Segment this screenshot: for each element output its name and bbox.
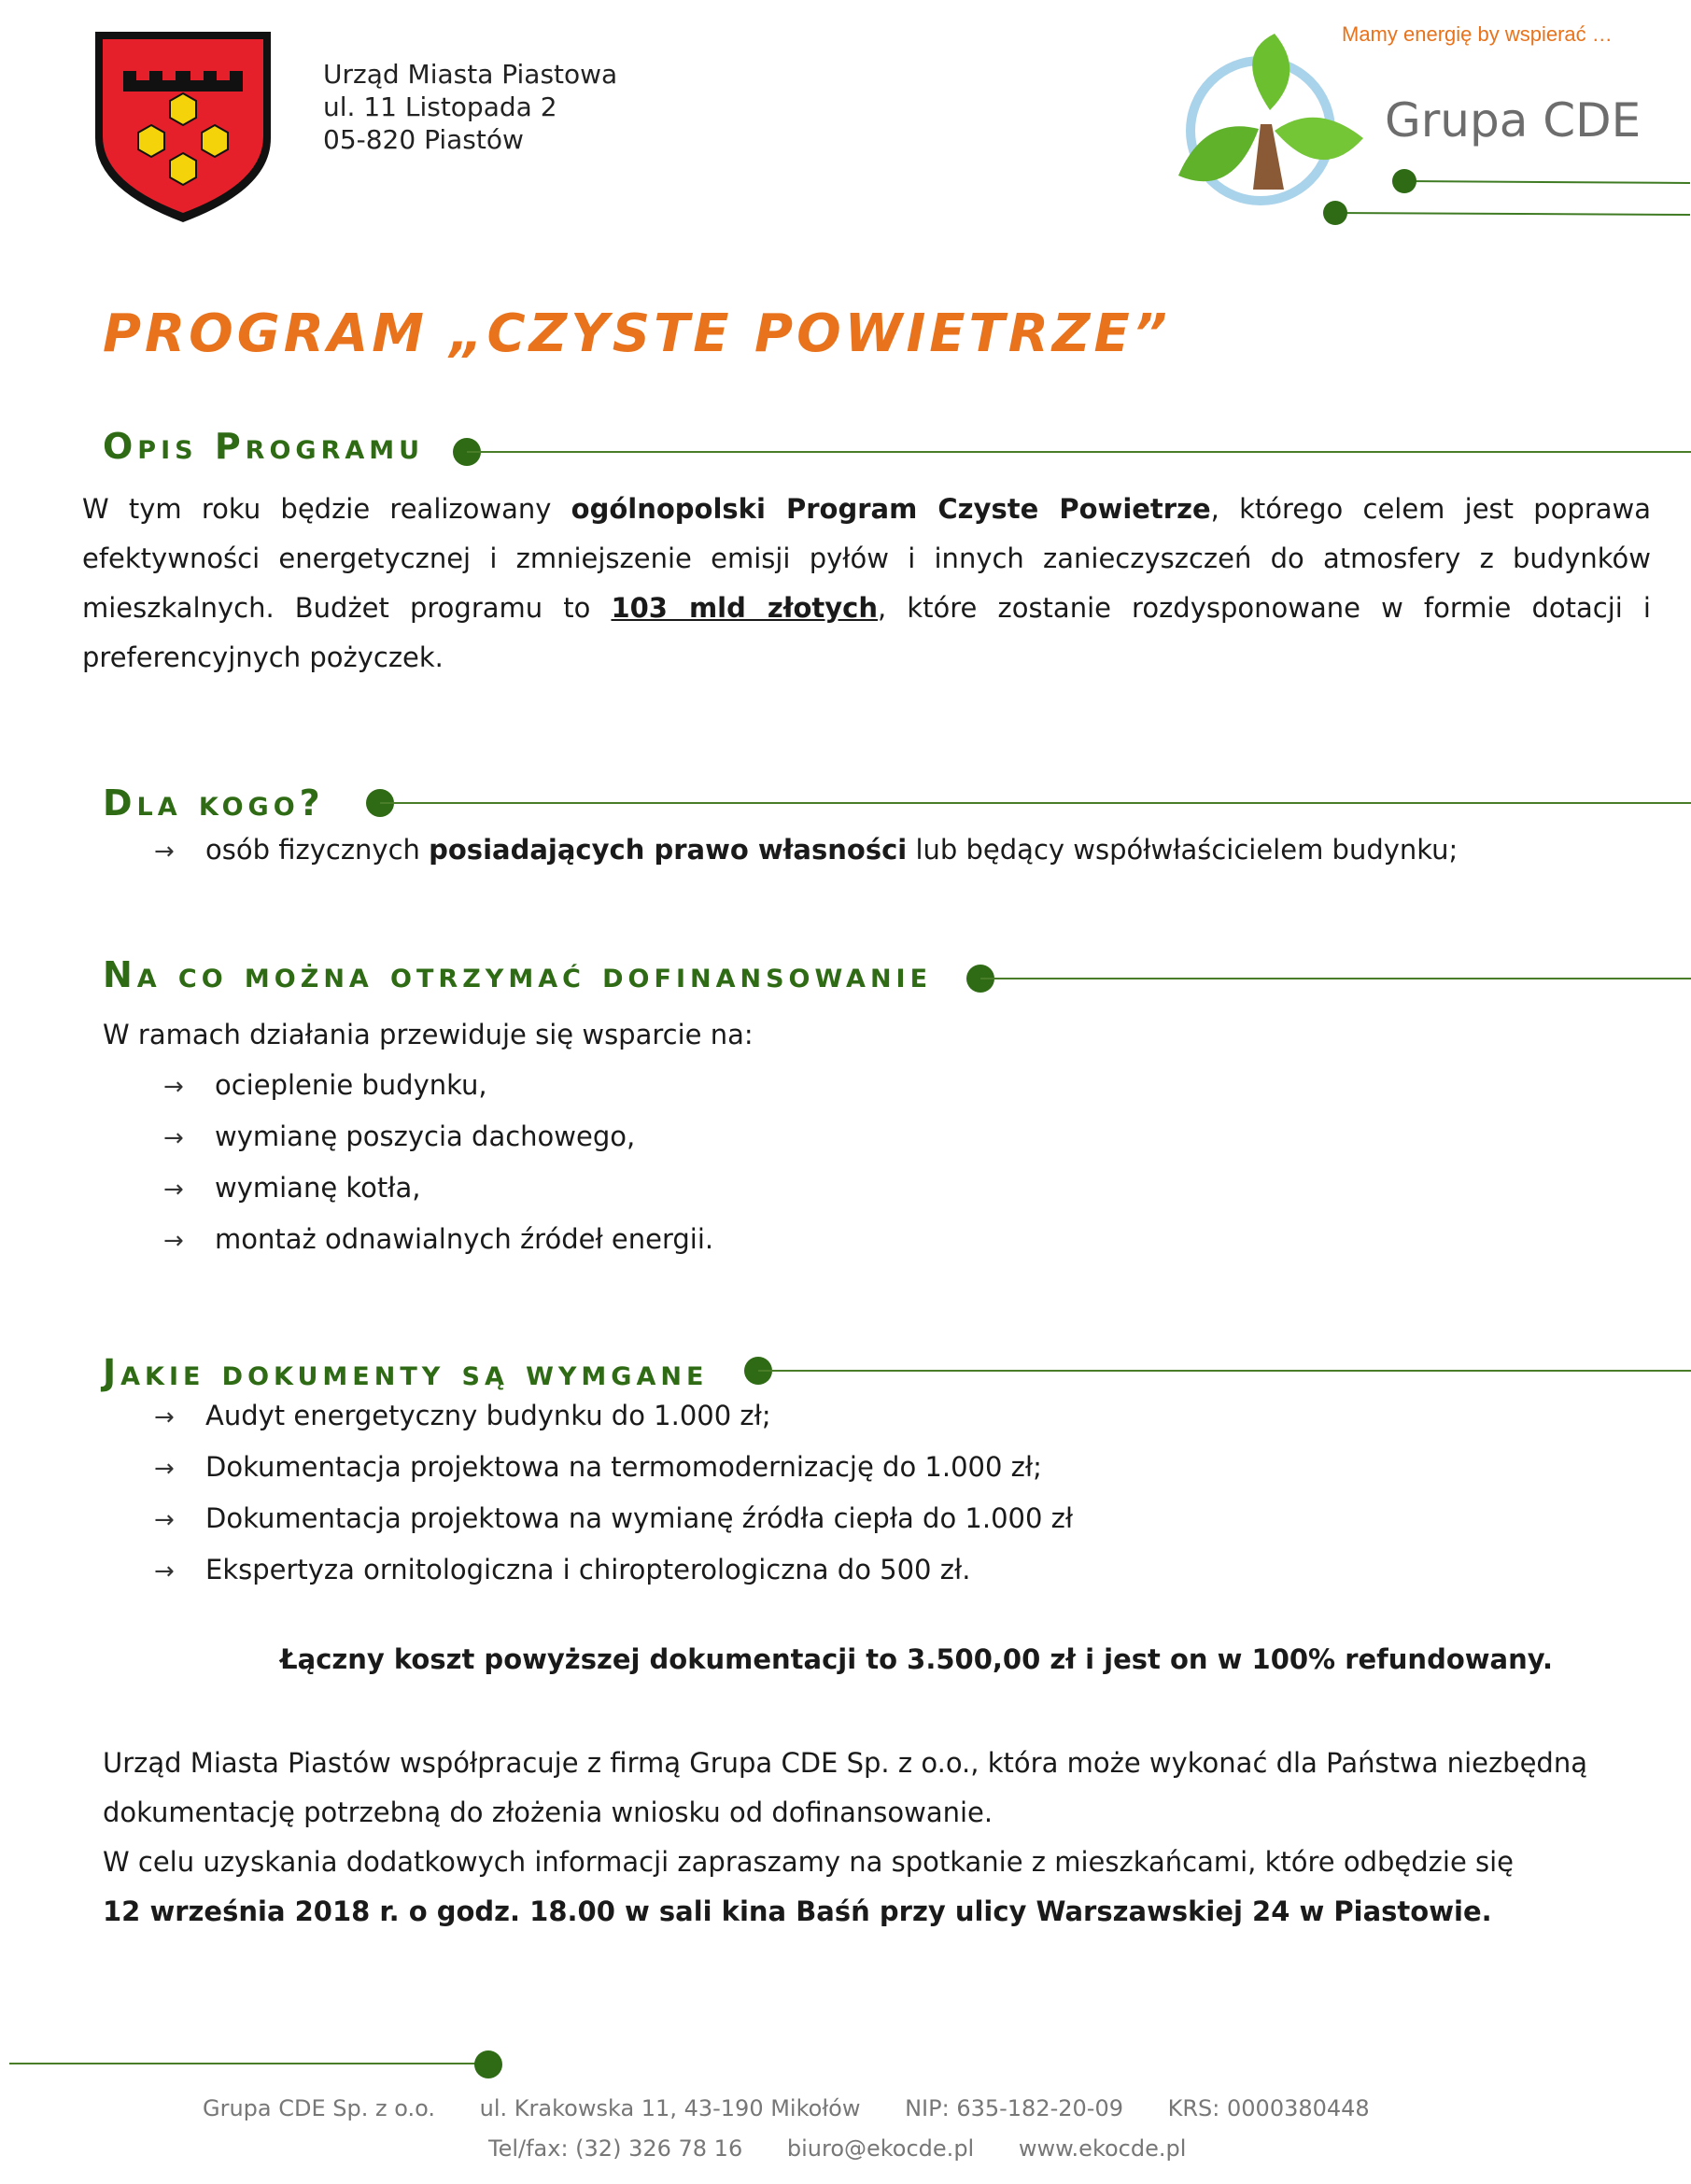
- opis-text-3: , które zostanie rozdysponowane w formie dotacji i preferencyjnych pożyczek.: [82, 592, 1651, 673]
- heading-dla-kogo: Dla kogo?: [103, 782, 325, 824]
- closing-meeting: 12 września 2018 r. o godz. 18.00 w sali kina Baśń przy ulicy Warszawskiej 24 w Piastowie.: [103, 1895, 1492, 1927]
- dokumenty-list: [154, 1391, 1073, 1597]
- arrow-icon: →: [154, 1455, 175, 1483]
- address-line-1: Urząd Miasta Piastowa: [323, 59, 618, 90]
- arrow-icon: →: [154, 838, 175, 866]
- list-item: [154, 1494, 1073, 1545]
- na-co-intro: W ramach działania przewiduje się wsparcie na:: [103, 1019, 754, 1050]
- list-item: [163, 1163, 713, 1215]
- list-item: [163, 1061, 713, 1112]
- list-item: [154, 1391, 1073, 1443]
- address-line-2: ul. 11 Listopada 2: [323, 92, 557, 122]
- arrow-icon: →: [163, 1124, 184, 1152]
- arrow-icon: →: [163, 1073, 184, 1101]
- city-crest-icon: [90, 26, 276, 227]
- dla-kogo-post: lub będący współwłaścicielem budynku;: [907, 834, 1458, 866]
- arrow-icon: →: [154, 1557, 175, 1585]
- list-item: [154, 1443, 1073, 1494]
- footer-website[interactable]: www.ekocde.pl: [1018, 2135, 1187, 2162]
- footer-dot: [474, 2050, 502, 2078]
- heading-dokumenty: Jakie dokumenty są wymgane: [103, 1352, 709, 1393]
- footer-krs: KRS: 0000380448: [1167, 2095, 1370, 2121]
- list-item-text: montaż odnawialnych źródeł energii.: [215, 1223, 714, 1255]
- footer-nip: NIP: 635-182-20-09: [905, 2095, 1123, 2121]
- dla-kogo-bold: posiadających prawo własności: [429, 834, 908, 866]
- page-title: PROGRAM „CZYSTE POWIETRZE”: [103, 303, 1171, 364]
- cost-summary: Łączny koszt powyższej dokumentacji to 3.500,00 zł i jest on w 100% refundowany.: [280, 1643, 1554, 1675]
- list-item-text: Dokumentacja projektowa na termomodernizację do 1.000 zł;: [205, 1451, 1042, 1483]
- list-item: [154, 825, 1458, 877]
- list-item-text: ocieplenie budynku,: [215, 1069, 487, 1101]
- list-item-text: wymianę kotła,: [215, 1172, 421, 1204]
- arrow-icon: →: [154, 1403, 175, 1431]
- heading-line: [380, 802, 1691, 804]
- closing-text-2: W celu uzyskania dodatkowych informacji zapraszamy na spotkanie z mieszkańcami, które odbędzie się: [103, 1846, 1515, 1878]
- footer-address: ul. Krakowska 11, 43-190 Mikołów: [479, 2095, 861, 2121]
- footer-email[interactable]: biuro@ekocde.pl: [786, 2135, 975, 2162]
- brand-name: Grupa CDE: [1385, 93, 1642, 148]
- arrow-icon: →: [163, 1227, 184, 1255]
- list-item: [154, 1545, 1073, 1597]
- heading-line: [980, 978, 1691, 979]
- arrow-icon: →: [154, 1506, 175, 1534]
- list-item-text: wymianę poszycia dachowego,: [215, 1120, 636, 1152]
- list-item-text: Ekspertyza ornitologiczna i chiropterologiczna do 500 zł.: [205, 1554, 971, 1585]
- closing-text-1: Urząd Miasta Piastów współpracuje z firmą Grupa CDE Sp. z o.o., która może wykonać dla Państwa niezbędną dokumentację potrzebną do złożenia wniosku od dofinansowanie.: [103, 1747, 1587, 1828]
- heading-line: [758, 1370, 1691, 1372]
- list-item: [163, 1215, 713, 1266]
- footer-line-1: [203, 2095, 1407, 2121]
- list-item-text: Audyt energetyczny budynku do 1.000 zł;: [205, 1400, 771, 1431]
- opis-budget: 103 mld złotych: [611, 592, 879, 624]
- list-item: [163, 1112, 713, 1163]
- opis-paragraph: [82, 485, 1651, 683]
- footer-line-2: [488, 2135, 1223, 2162]
- heading-na-co: Na co można otrzymać dofinansowanie: [103, 954, 933, 995]
- na-co-list: [163, 1061, 713, 1266]
- slogan: Mamy energię by wspierać …: [1342, 22, 1613, 46]
- opis-text-2: , którego celem jest poprawa efektywności energetycznej i zmniejszenie emisji pyłów i innych zanieczyszczeń do atmosfery z budynków mieszkalnych. Budżet programu to: [82, 493, 1651, 624]
- footer-company: Grupa CDE Sp. z o.o.: [203, 2095, 436, 2121]
- arrow-icon: →: [163, 1176, 184, 1204]
- closing-paragraph: [103, 1739, 1587, 1937]
- address-line-3: 05-820 Piastów: [323, 124, 524, 155]
- heading-opis: Opis Programu: [103, 426, 425, 467]
- dla-kogo-pre: osób fizycznych: [205, 834, 430, 866]
- footer-line: [9, 2063, 486, 2064]
- footer-phone: Tel/fax: (32) 326 78 16: [488, 2135, 743, 2162]
- list-item-text: Dokumentacja projektowa na wymianę źródła ciepła do 1.000 zł: [205, 1502, 1074, 1534]
- heading-line: [467, 451, 1691, 453]
- city-office-address: [323, 58, 617, 156]
- opis-text-1: W tym roku będzie realizowany: [82, 493, 571, 525]
- opis-text-bold: ogólnopolski Program Czyste Powietrze: [571, 493, 1211, 525]
